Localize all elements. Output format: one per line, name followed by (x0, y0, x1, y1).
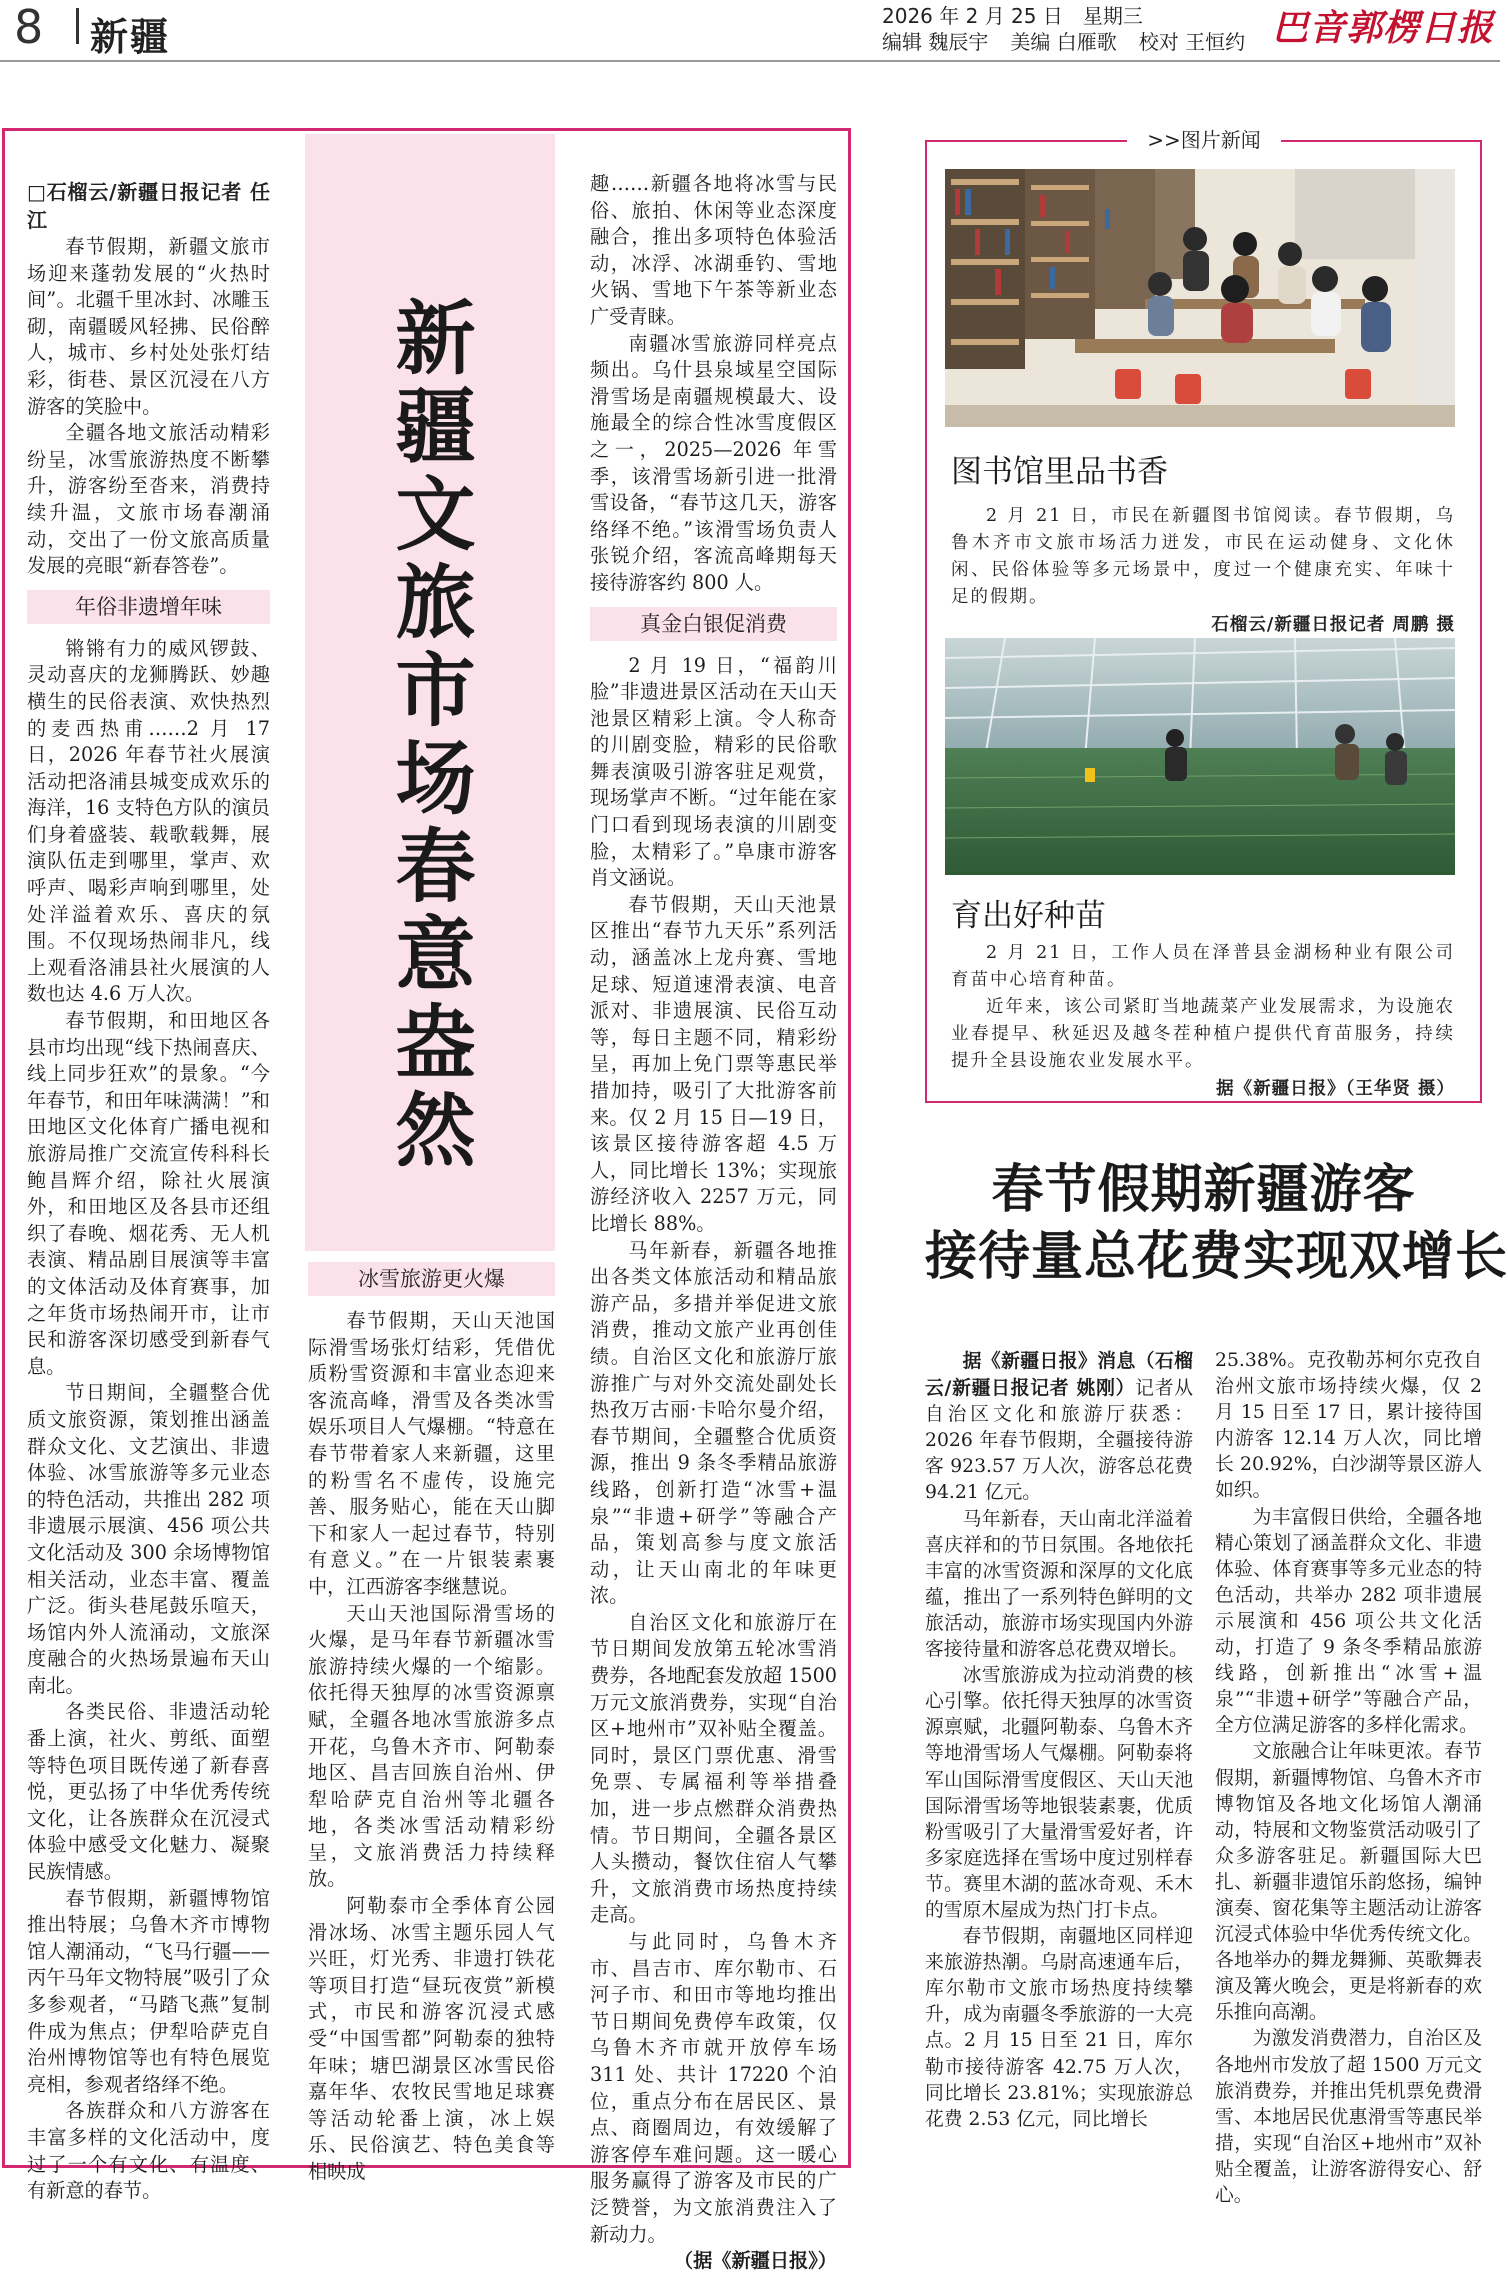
article-column-2 (1215, 1348, 1482, 2209)
article-lead: 据《新疆日报》消息（石榴云/新疆日报记者 姚刚） (925, 1350, 1193, 1400)
paragraph: 冰雪旅游成为拉动消费的核心引擎。依托得天独厚的冰雪资源禀赋，北疆阿勒泰、乌鲁木齐等地滑雪场人气爆棚。阿勒泰将军山国际滑雪度假区、天山天池国际滑雪场等地银装素裹，优质粉雪吸引了大量滑雪爱好者，许多家庭选择在雪场中度过别样春节。赛里木湖的蓝冰奇观、禾木的雪原木屋成为热门打卡点。 (925, 1665, 1193, 1921)
paragraph: 天山天池国际滑雪场的火爆，是马年春节新疆冰雪旅游持续火爆的一个缩影。依托得天独厚的冰雪资源禀赋，全疆各地冰雪旅游多点开花，乌鲁木齐市、阿勒泰地区、昌吉回族自治州、伊犁哈萨克自治州等北疆各地，各类冰雪活动精彩纷呈，文旅消费活力持续释放。 (308, 1601, 555, 1891)
paragraph: 阿勒泰市全季体育公园滑冰场、冰雪主题乐园人气兴旺，灯光秀、非遗打铁花等项目打造“昼玩夜赏”新模式，市民和游客沉浸式感受“中国雪都”阿勒泰的独特年味；塘巴湖景区冰雪民俗嘉年华、农牧民雪地足球赛等活动轮番上演，冰上娱乐、民俗演艺、特色美食等相映成 (308, 1894, 555, 2183)
paragraph: 节日期间，全疆整合优质文旅资源，策划推出涵盖群众文化、文艺演出、非遗体验、冰雪旅游等多元业态的特色活动，共推出 282 项非遗展示展演、456 项公共文化活动及 300 余场博物馆相关活动，业态丰富、覆盖广泛。街头巷尾鼓乐喧天，场馆内外人流涌动，文旅深度融合的火热场景遍布天山南北。 (27, 1381, 270, 1697)
photo-2-title: 育出好种苗 (951, 898, 1106, 934)
caption-text: 2 月 21 日，市民在新疆图书馆阅读。春节假期，乌鲁木齐市文旅市场活力迸发，市民在运动健身、文化休闲、民俗体验等多元场景中，度过一个健康充实、年味十足的假期。 (951, 506, 1455, 607)
caption-text: 近年来，该公司紧盯当地蔬菜产业发展需求，为设施农业春提早、秋延迟及越冬茬种植户提供代育苗服务，持续提升全县设施农业发展水平。 (951, 997, 1455, 1071)
photo-2-credit: 据《新疆日报》（王华贤 摄） (1216, 1079, 1455, 1099)
paragraph: 春节假期，新疆博物馆推出特展；乌鲁木齐市博物馆人潮涌动，“飞马行疆——丙午马年文物特展”吸引了众多参观者，“马踏飞燕”复制件成为焦点；伊犁哈萨克自治州博物馆等也有特色展览亮相，参观者络绎不绝。 (27, 1886, 270, 2096)
seedling-photo (945, 638, 1455, 875)
paragraph: 25.38%。克孜勒苏柯尔克孜自治州文旅市场持续火爆，仅 2 月 15 日至 17 日，累计接待国内游客 12.14 万人次，同比增长 20.92%，白沙湖等景区游人如织。 (1215, 1350, 1482, 1502)
paragraph: 马年新春，天山南北洋溢着喜庆祥和的节日氛围。各地依托丰富的冰雪资源和深厚的文化底蕴，推出了一系列特色鲜明的文旅活动，旅游市场实现国内外游客接待量和游客总花费双增长。 (925, 1508, 1193, 1661)
page-number: 8 (14, 0, 44, 54)
paragraph: 锵锵有力的威风锣鼓、灵动喜庆的龙狮腾跃、妙趣横生的民俗表演、欢快热烈的麦西热甫……2 月 17 日，2026 年春节社火展演活动把洛浦县城变成欢乐的海洋，16 支特色方队的演员们身着盛装、载歌载舞，展演队伍走到哪里，掌声、欢呼声、喝彩声响到哪里，处处洋溢着欢乐、喜庆的氛围。不仅现场热闹非凡，线上观看洛浦县社火展演的人数也达 4.6 万人次。 (27, 636, 270, 1006)
feature-credit: （据《新疆日报》） (673, 2249, 837, 2273)
paragraph: 自治区文化和旅游厅在节日期间发放第五轮冰雪消费券，各地配套发放超 1500 万元文旅消费券，实现“自治区+地州市”双补贴全覆盖。同时，景区门票优惠、滑雪免票、专属福利等举措叠加，进一步点燃群众消费热情。节日期间，全疆各景区人头攒动，餐饮住宿人气攀升，文旅消费市场热度持续走高。 (590, 1610, 837, 1927)
feature-column-3 (590, 171, 837, 2275)
paragraph: 文旅融合让年味更浓。春节假期，新疆博物馆、乌鲁木齐市博物馆及各地文化场馆人潮涌动，特展和文物鉴赏活动吸引了众多游客驻足。新疆国际大巴扎、新疆非遗馆乐韵悠扬，编钟演奏、窗花集等主题活动让游客沉浸式体验中华优秀传统文化。各地举办的舞龙舞狮、英歌舞表演及篝火晚会，更是将新春的欢乐推向高潮。 (1215, 1741, 1482, 2024)
paragraph: 春节假期，和田地区各县市均出现“线下热闹喜庆、线上同步狂欢”的景象。“今年春节，和田年味满满！”和田地区文化体育广播电视和旅游局推广交流宣传科科长鲍昌辉介绍，除社火展演外，和田地区及各县市还组织了春晚、烟花秀、无人机表演、精品剧目展演等丰富的文体活动及体育赛事，加之年货市场热闹开市，让市民和游客深切感受到新春气息。 (27, 1009, 270, 1378)
article-title-line-1: 春节假期新疆游客 (991, 1159, 1416, 1220)
date-line: 2026 年 2 月 25 日 星期三 (882, 4, 1143, 28)
editor: 编辑 魏辰宇 (882, 30, 989, 54)
article-column-1 (925, 1348, 1193, 2133)
photo-1-caption (951, 503, 1455, 639)
paragraph: 春节假期，天山天池景区推出“春节九天乐”系列活动，涵盖冰上龙舟赛、雪地足球、短道速滑表演、电音派对、非遗展演、民俗互动等，每日主题不同，精彩纷呈，再加上免门票等惠民举措加持，吸引了大批游客前来。仅 2 月 15 日—19 日，该景区接待游客超 4.5 万人，同比增长 13%；实现旅游经济收入 2257 万元，同比增长 88%。 (590, 892, 837, 1235)
paragraph-text: 记者从自治区文化和旅游厅获悉：2026 年春节假期，全疆接待游客 923.57 万人次，游客总花费 94.21 亿元。 (925, 1378, 1194, 1504)
paragraph: 为丰富假日供给，全疆各地精心策划了涵盖群众文化、非遗体验、体育赛事等多元业态的特色活动，共举办 282 项非遗展示展演和 456 项公共文化活动，打造了 9 条冬季精品旅游线路，创新推出“冰雪+温泉”“非遗+研学”等融合产品，全方位满足游客的多样化需求。 (1215, 1506, 1482, 1737)
paragraph: 各族群众和八方游客在丰富多样的文化活动中，度过了一个有文化、有温度、有新意的春节。 (27, 2099, 270, 2203)
paragraph: 南疆冰雪旅游同样亮点频出。乌什县泉域星空国际滑雪场是南疆规模最大、设施最全的综合性冰雪度假区之一，2025—2026 年雪季，该滑雪场新引进一批滑雪设备，“春节这几天，游客络绎不绝。”该滑雪场负责人张锐介绍，客流高峰期每天接待游客约 800 人。 (590, 331, 837, 594)
paragraph: 全疆各地文旅活动精彩纷呈，冰雪旅游热度不断攀升，游客纷至沓来，消费持续升温，文旅市场春潮涌动，交出了一份文旅高质量发展的亮眼“新春答卷”。 (27, 421, 270, 578)
art-editor: 美编 白雁歌 (1010, 30, 1117, 54)
photo-news-label: >>图片新闻 (1127, 125, 1281, 155)
header-divider (76, 8, 79, 44)
paragraph: 马年新春，新疆各地推出各类文体旅活动和精品旅游产品，多措并举促进文旅消费，推动文旅产业再创佳绩。自治区文化和旅游厅旅游推广与对外交流处副处长热孜万古丽·卡哈尔曼介绍，春节期间，全疆整合优质资源，推出 9 条冬季精品旅游线路，创新打造“冰雪+温泉”“非遗+研学”等融合产品，策划高参与度文旅活动，让天山南北的年味更浓。 (590, 1238, 837, 1608)
feature-title: 新疆文旅市场春意盎然 (382, 296, 476, 1176)
photo-2-caption (951, 940, 1455, 1103)
header-rule (0, 60, 1500, 62)
article-title-line-2: 接待量总花费实现双增长 (925, 1226, 1508, 1287)
feature-column-2 (308, 1262, 555, 2186)
feature-column-1 (27, 178, 270, 2205)
paragraph: 2 月 19 日，“福韵川脸”非遗进景区活动在天山天池景区精彩上演。令人称奇的川剧变脸，精彩的民俗歌舞表演吸引游客驻足观赏，现场掌声不断。“过年能在家门口看到现场表演的川剧变脸，太精彩了。”阜康市游客肖文涵说。 (590, 653, 837, 890)
paragraph: 春节假期，南疆地区同样迎来旅游热潮。乌尉高速通车后，库尔勒市文旅市场热度持续攀升，成为南疆冬季旅游的一大亮点。2 月 15 日至 21 日，库尔勒市接待游客 42.75 万人次，同比增长 23.81%；实现旅游总花费 2.53 亿元，同比增长 (925, 1926, 1193, 2130)
subhead-consumption: 真金白银促消费 (590, 607, 837, 641)
feature-story-box (2, 128, 851, 2273)
photo-1-title: 图书馆里品书香 (951, 454, 1168, 490)
section-name: 新疆 (90, 15, 171, 59)
newspaper-masthead-logo: 巴音郭楞日报 (1272, 7, 1495, 49)
photo-1-credit: 石榴云/新疆日报记者 周鹏 摄 (1211, 615, 1455, 635)
paragraph: 趣……新疆各地将冰雪与民俗、旅拍、休闲等业态深度融合，推出多项特色体验活动，冰浮、冰湖垂钓、雪地火锅、雪地下午茶等新业态广受青睐。 (590, 172, 837, 328)
paragraph: 各类民俗、非遗活动轮番上演，社火、剪纸、面塑等特色项目既传递了新春喜悦，更弘扬了中华优秀传统文化，让各族群众在沉浸式体验中感受文化魅力、凝聚民族情感。 (27, 1700, 270, 1884)
paragraph: 春节假期，新疆文旅市场迎来蓬勃发展的“火热时间”。北疆千里冰封、冰雕玉砌，南疆暖风轻拂、民俗醉人，城市、乡村处处张灯结彩，街巷、景区沉浸在八方游客的笑脸中。 (27, 235, 270, 418)
subhead-folk-heritage: 年俗非遗增年味 (27, 590, 270, 624)
editor-line (882, 26, 1267, 55)
paragraph: 为激发消费潜力，自治区及各地州市发放了超 1500 万元文旅消费券，并推出凭机票免费滑雪、本地居民优惠滑雪等惠民举措，实现“自治区+地州市”双补贴全覆盖，让游客游得安心、舒心。 (1215, 2028, 1482, 2206)
feature-byline: □石榴云/新疆日报记者 任江 (27, 180, 270, 232)
proofreader: 校对 王恒约 (1138, 30, 1246, 54)
paragraph (925, 1348, 1193, 1507)
paragraph: 与此同时，乌鲁木齐市、昌吉市、库尔勒市、石河子市、和田市等地均推出节日期间免费停车政策，仅乌鲁木齐市就开放停车场 311 处、共计 17220 个泊位，重点分布在居民区、景点、商圈周边，有效缓解了游客停车难问题。这一暖心服务赢得了游客及市民的广泛赞誉，为文旅消费注入了新动力。 (590, 1930, 837, 2246)
paragraph: 春节假期，天山天池国际滑雪场张灯结彩，凭借优质粉雪资源和丰富业态迎来客流高峰，滑雪及各类冰雪娱乐项目人气爆棚。“特意在春节带着家人来新疆，这里的粉雪名不虚传，设施完善、服务贴心，能在天山脚下和家人一起过春节，特别有意义。”在一片银装素裹中，江西游客李继慧说。 (308, 1309, 555, 1598)
library-photo (945, 169, 1455, 427)
caption-text: 2 月 21 日，工作人员在泽普县金湖杨种业有限公司育苗中心培育种苗。 (951, 943, 1455, 990)
subhead-ice-snow: 冰雪旅游更火爆 (308, 1262, 555, 1296)
